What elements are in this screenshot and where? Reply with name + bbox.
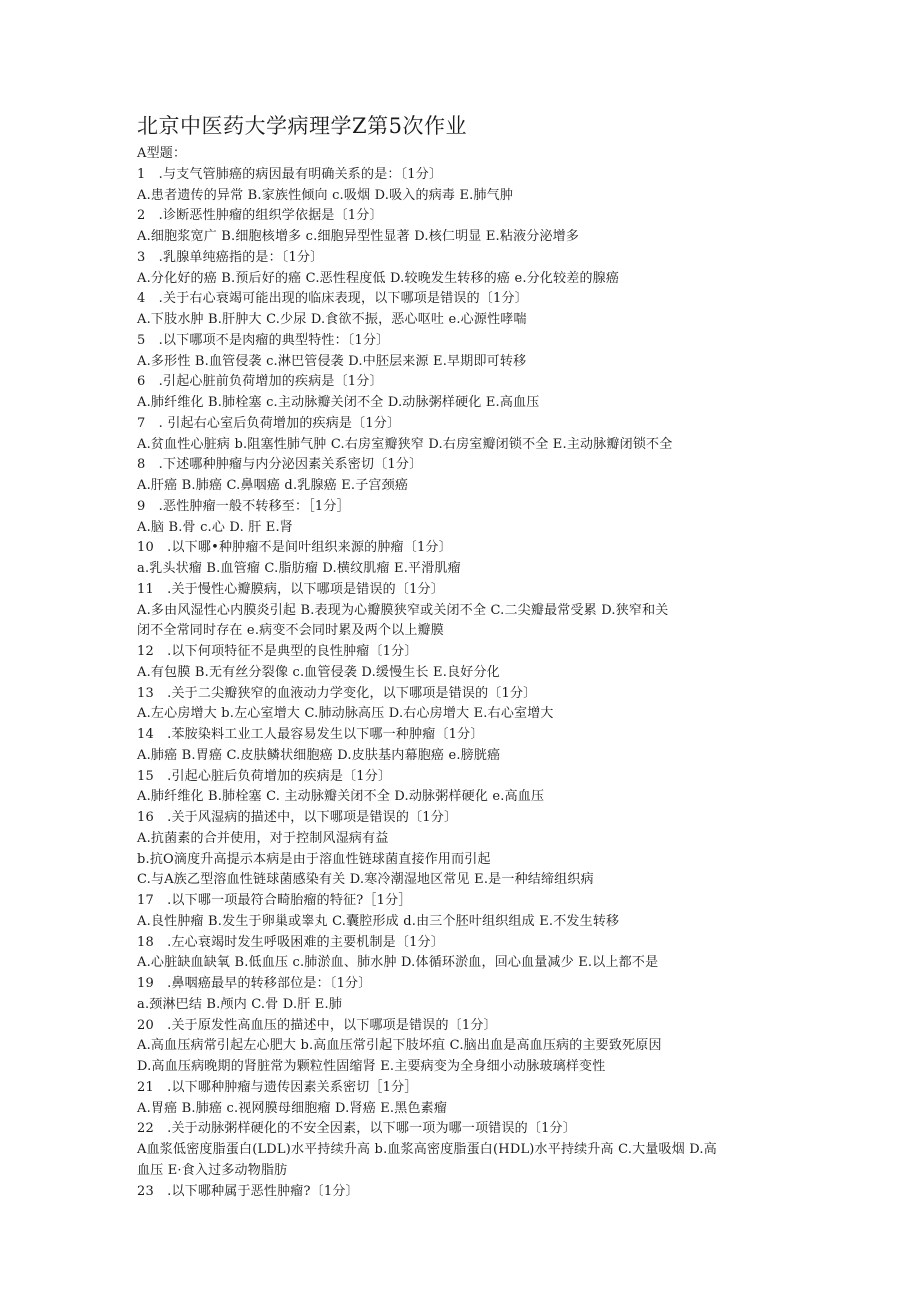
question-line: 20 .关于原发性高血压的描述中，以下哪项是错误的〔1分〕 [137, 1017, 497, 1033]
option-line: A.左心房增大 b.左心室增大 C.肺动脉高压 D.右心房增大 E.右心室增大 [137, 706, 554, 722]
question-line: 6 .引起心脏前负荷增加的疾病是〔1分〕 [137, 374, 383, 390]
question-list [137, 165, 777, 1203]
question-line: 12 .以下何项特征不是典型的良性肿瘤〔1分〕 [137, 644, 418, 659]
question-line: 1 .与支气管肺癌的病因最有明确关系的是：〔1分〕 [137, 166, 443, 182]
question-line: 13 .关于二尖瓣狭窄的血液动力学变化，以下哪项是错误的〔1分〕 [137, 685, 537, 701]
option-line: A.良性肿瘤 B.发生于卵巢或睾丸 C.囊腔形成 d.由三个胚叶组织组成 E.不发生转移 [137, 913, 620, 929]
option-line: A.有包膜 B.无有丝分裂像 c.血管侵袭 D.缓慢生长 E.良好分化 [137, 664, 500, 680]
option-line: A.细胞浆宽广 B.细胞核增多 c.细胞异型性显著 D.核仁明显 E.粘液分泌增多 [137, 229, 580, 244]
option-line: A.脑 B.骨 c.心 D. 肝 E.肾 [137, 519, 293, 535]
question-line: 7 . 引起右心室后负荷增加的疾病是〔1分〕 [137, 415, 401, 431]
question-line: 17 .以下哪一项最符合畸胎瘤的特征?［1分］ [137, 893, 412, 908]
question-line: 4 .关于右心衰竭可能出现的临床表现，以下哪项是错误的〔1分〕 [137, 291, 528, 307]
question-line: 22 .关于动脉粥样硬化的不安全因素，以下哪一项为哪一项错误的〔1分〕 [137, 1121, 576, 1137]
option-line: A.多由风湿性心内膜炎引起 B.表现为心瓣膜狭窄或关闭不全 C.二尖瓣最常受累 D.狭窄和关 [137, 602, 669, 618]
option-line: A.肺纤维化 B.肺栓塞 C. 主动脉瓣关闭不全 D.动脉粥样硬化 e.高血压 [137, 789, 545, 805]
option-line: A.分化好的癌 B.预后好的癌 C.恶性程度低 D.较晚发生转移的癌 e.分化较差的腺癌 [137, 270, 620, 286]
question-line: 19 .鼻咽癌最早的转移部位是：〔1分〕 [137, 976, 372, 991]
question-line: 23 .以下哪种属于恶性肿瘤?〔1分〕 [137, 1183, 359, 1199]
option-line: D.高血压病晚期的肾脏常为颗粒性固缩肾 E.主要病变为全身细小动脉玻璃样变性 [137, 1059, 606, 1074]
option-line: a.乳头状瘤 B.血管瘤 C.脂肪瘤 D.横纹肌瘤 E.平滑肌瘤 [137, 561, 461, 576]
question-line: 2 .诊断恶性肿瘤的组织学依据是〔1分〕 [137, 208, 383, 224]
question-line: 18 .左心衰竭时发生呼吸困难的主要机制是〔1分〕 [137, 934, 444, 950]
question-line: 5 .以下哪项不是肉瘤的典型特性：〔1分〕 [137, 332, 390, 348]
question-line: 3 .乳腺单纯癌指的是：〔1分〕 [137, 249, 324, 265]
section-heading: A型题： [137, 146, 187, 161]
option-line: A.多形性 B.血管侵袭 c.淋巴管侵袭 D.中胚层来源 E.早期即可转移 [137, 353, 527, 369]
question-line: 16 .关于风湿病的描述中，以下哪项是错误的〔1分〕 [137, 810, 458, 825]
document-body [137, 144, 777, 1202]
option-line: A.贫血性心脏病 b.阻塞性肺气肿 C.右房室瓣狭窄 D.右房室瓣闭锁不全 E.主动脉瓣闭锁不全 [137, 436, 673, 452]
option-line: 血压 E·食入过多动物脂肪 [137, 1162, 288, 1178]
option-line: A.肝癌 B.肺癌 C.鼻咽癌 d.乳腺癌 E.子宫颈癌 [137, 478, 409, 493]
option-line: A.肺纤维化 B.肺栓塞 c.主动脉瓣关闭不全 D.动脉粥样硬化 E.高血压 [137, 395, 540, 410]
option-line: A.心脏缺血缺氧 B.低血压 c.肺淤血、肺水肿 D.体循环淤血，回心血量减少 E.以上都不是 [137, 955, 659, 971]
option-line: A.肺癌 B.胃癌 C.皮肤鳞状细胞癌 D.皮肤基内幕胞癌 e.膀胱癌 [137, 747, 501, 763]
question-line: 11 .关于慢性心瓣膜病，以下哪项是错误的〔1分〕 [137, 581, 444, 597]
option-line: A血浆低密度脂蛋白(LDL)水平持续升高 b.血浆高密度脂蛋白(HDL)水平持续升高 C.大量吸烟 D.高 [137, 1142, 717, 1157]
question-line: 8 .下述哪种肿瘤与内分泌因素关系密切〔1分〕 [137, 457, 423, 473]
option-line: C.与A族乙型溶血性链球菌感染有关 D.寒冷潮湿地区常见 E.是一种结缔组织病 [137, 872, 594, 888]
document-title: 北京中医药大学病理学Z第5次作业 [137, 114, 467, 138]
question-line: 21 .以下哪种肿瘤与遗传因素关系密切［1分］ [137, 1079, 418, 1095]
question-line: 14 .苯胺染料工业工人最容易发生以下哪一种肿瘤〔1分〕 [137, 727, 484, 742]
option-line: a.颈淋巴结 B.颅内 C.骨 D.肝 E.肺 [137, 996, 343, 1012]
option-line: b.抗O滴度升高提示本病是由于溶血性链球菌直接作用而引起 [137, 851, 491, 867]
question-line: 9 .恶性肿瘤一般不转移至：［1分］ [137, 498, 350, 514]
option-line: 闭不全常同时存在 e.病变不会同时累及两个以上瓣膜 [137, 623, 444, 639]
option-line: A.下肢水肿 B.肝肿大 C.少尿 D.食欲不振，恶心呕吐 e.心源性哮喘 [137, 312, 527, 327]
option-line: A.患者遗传的异常 B.家族性倾向 c.吸烟 D.吸入的病毒 E.肺气肿 [137, 187, 514, 203]
question-line: 15 .引起心脏后负荷增加的疾病是〔1分〕 [137, 768, 392, 784]
option-line: A.高血压病常引起左心肥大 b.高血压常引起下肢坏疽 C.脑出血是高血压病的主要致死原因 [137, 1038, 662, 1054]
option-line: A.胃癌 B.肺癌 c.视网膜母细胞瘤 D.肾癌 E.黑色素瘤 [137, 1100, 448, 1116]
option-line: A.抗菌素的合并使用，对于控制风湿病有益 [137, 830, 389, 846]
question-line: 10 .以下哪•种肿瘤不是间叶组织来源的肿瘤〔1分〕 [137, 540, 452, 556]
